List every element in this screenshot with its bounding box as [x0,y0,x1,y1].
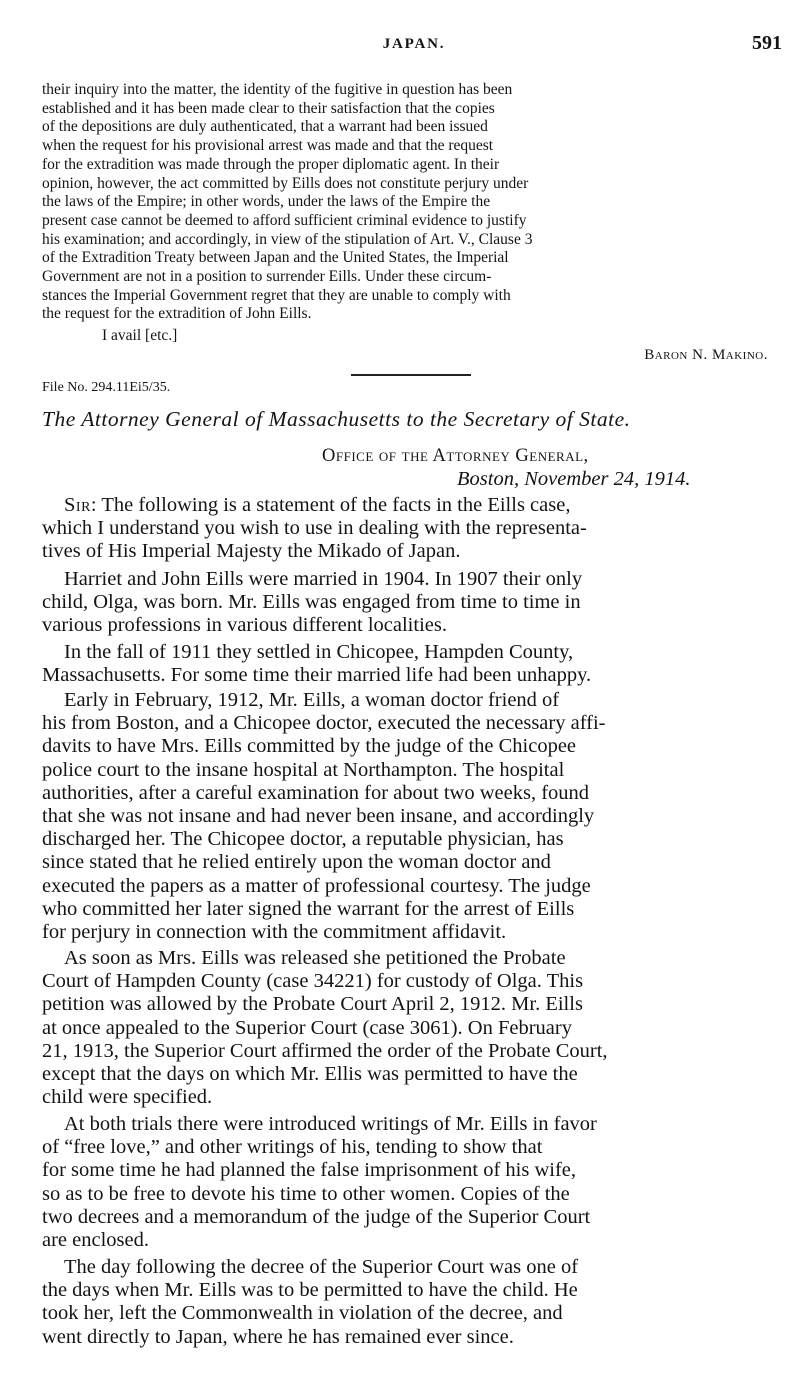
text-line: stances the Imperial Government regret that they are unable to comply with [42,286,511,304]
text-line: his examination; and accordingly, in view of the stipulation of Art. V., Clause 3 [42,230,533,248]
text-line: 21, 1913, the Superior Court affirmed the order of the Probate Court, [42,1039,608,1062]
text-line: Government are not in a position to surrender Eills. Under these circum- [42,268,492,285]
text-line: tives of His Imperial Majesty the Mikado of Japan. [42,540,461,563]
text-line: the request for the extradition of John Eills. [42,305,312,323]
text-line: Sir: The following is a statement of the facts in the Eills case, [64,494,571,516]
text-line: various professions in various different localities. [42,614,447,637]
text-line: which I understand you wish to use in dealing with the representa- [42,517,587,540]
file-number: File No. 294.11Ei5/35. [42,380,171,395]
text-line: except that the days on which Mr. Ellis was permitted to have the [42,1063,578,1085]
page-number: 591 [752,32,782,54]
text-line: their inquiry into the matter, the identity of the fugitive in question has been [42,81,513,98]
text-line: since stated that he relied entirely upon the woman doctor and [42,851,551,874]
text-line: As soon as Mrs. Eills was released she petitioned the Probate [64,947,566,969]
running-title: JAPAN. [382,36,446,52]
running-header [40,32,788,60]
text-line: that she was not insane and had never been insane, and accordingly [42,805,595,827]
text-line: The day following the decree of the Superior Court was one of [64,1256,579,1278]
closing-line: I avail [etc.] [102,327,178,344]
text-line: Harriet and John Eills were married in 1904. In 1907 their only [64,568,583,590]
text-line: of “free love,” and other writings of his, tending to show that [42,1136,543,1159]
text-line: for perjury in connection with the commitment affidavit. [42,921,507,943]
text-line: executed the papers as a matter of professional courtesy. The judge [42,874,591,897]
text-line: took her, left the Commonwealth in violation of the decree, and [42,1302,563,1325]
text-line: for some time he had planned the false imprisonment of his wife, [42,1159,577,1182]
section-divider [351,374,471,376]
text-line: opinion, however, the act committed by Eills does not constitute perjury under [42,174,529,192]
text-line: went directly to Japan, where he has remained ever since. [42,1325,514,1348]
text-line: Early in February, 1912, Mr. Eills, a woman doctor friend of [64,689,560,711]
salutation: Sir [64,494,91,516]
text-line: the laws of the Empire; in other words, under the laws of the Empire the [42,193,491,211]
text-line: child were specified. [42,1086,213,1109]
text-line: In the fall of 1911 they settled in Chicopee, Hampden County, [64,641,574,663]
text-line: authorities, after a careful examination for about two weeks, found [42,781,590,804]
text-line: of the depositions are duly authenticated, that a warrant had been issued [42,118,488,136]
text-line: At both trials there were introduced writings of Mr. Eills in favor [64,1113,597,1135]
text-line: Court of Hampden County (case 34221) for custody of Olga. This [42,970,584,993]
text-line: of the Extradition Treaty between Japan and the United States, the Imperial [42,249,509,267]
text-line: when the request for his provisional arrest was made and that the request [42,137,494,155]
text-line: police court to the insane hospital at Northampton. The hospital [42,758,565,781]
place-date: Boston, November 24, 1914. [457,468,691,490]
text-line: for the extradition was made through the proper diplomatic agent. In their [42,155,500,173]
text-line: petition was allowed by the Probate Court April 2, 1912. Mr. Eills [42,993,583,1016]
document-title: The Attorney General of Massachusetts to the Secretary of State. [42,407,631,431]
text-line: established and it has been made clear to their satisfaction that the copies [42,99,495,117]
text-line: his from Boston, and a Chicopee doctor, executed the necessary affi- [42,712,606,735]
text-line: at once appealed to the Superior Court (case 3061). On February [42,1016,572,1039]
text-line: who committed her later signed the warrant for the arrest of Eills [42,897,575,920]
text-line: the days when Mr. Eills was to be permitted to have the child. He [42,1279,578,1302]
text-line: so as to be free to devote his time to other women. Copies of the [42,1182,570,1205]
text-line: davits to have Mrs. Eills committed by the judge of the Chicopee [42,735,577,758]
signature: Baron N. Makino. [644,347,768,363]
text-line: Massachusetts. For some time their married life had been unhappy. [42,664,592,687]
text-line: child, Olga, was born. Mr. Eills was engaged from time to time in [42,591,581,614]
text-line: discharged her. The Chicopee doctor, a reputable physician, has [42,828,564,851]
text-line: are enclosed. [42,1229,149,1251]
office-line: Office of the Attorney General, [322,446,589,466]
text-line: two decrees and a memorandum of the judge of the Superior Court [42,1205,591,1228]
text-line: present case cannot be deemed to afford sufficient criminal evidence to justify [42,211,527,229]
